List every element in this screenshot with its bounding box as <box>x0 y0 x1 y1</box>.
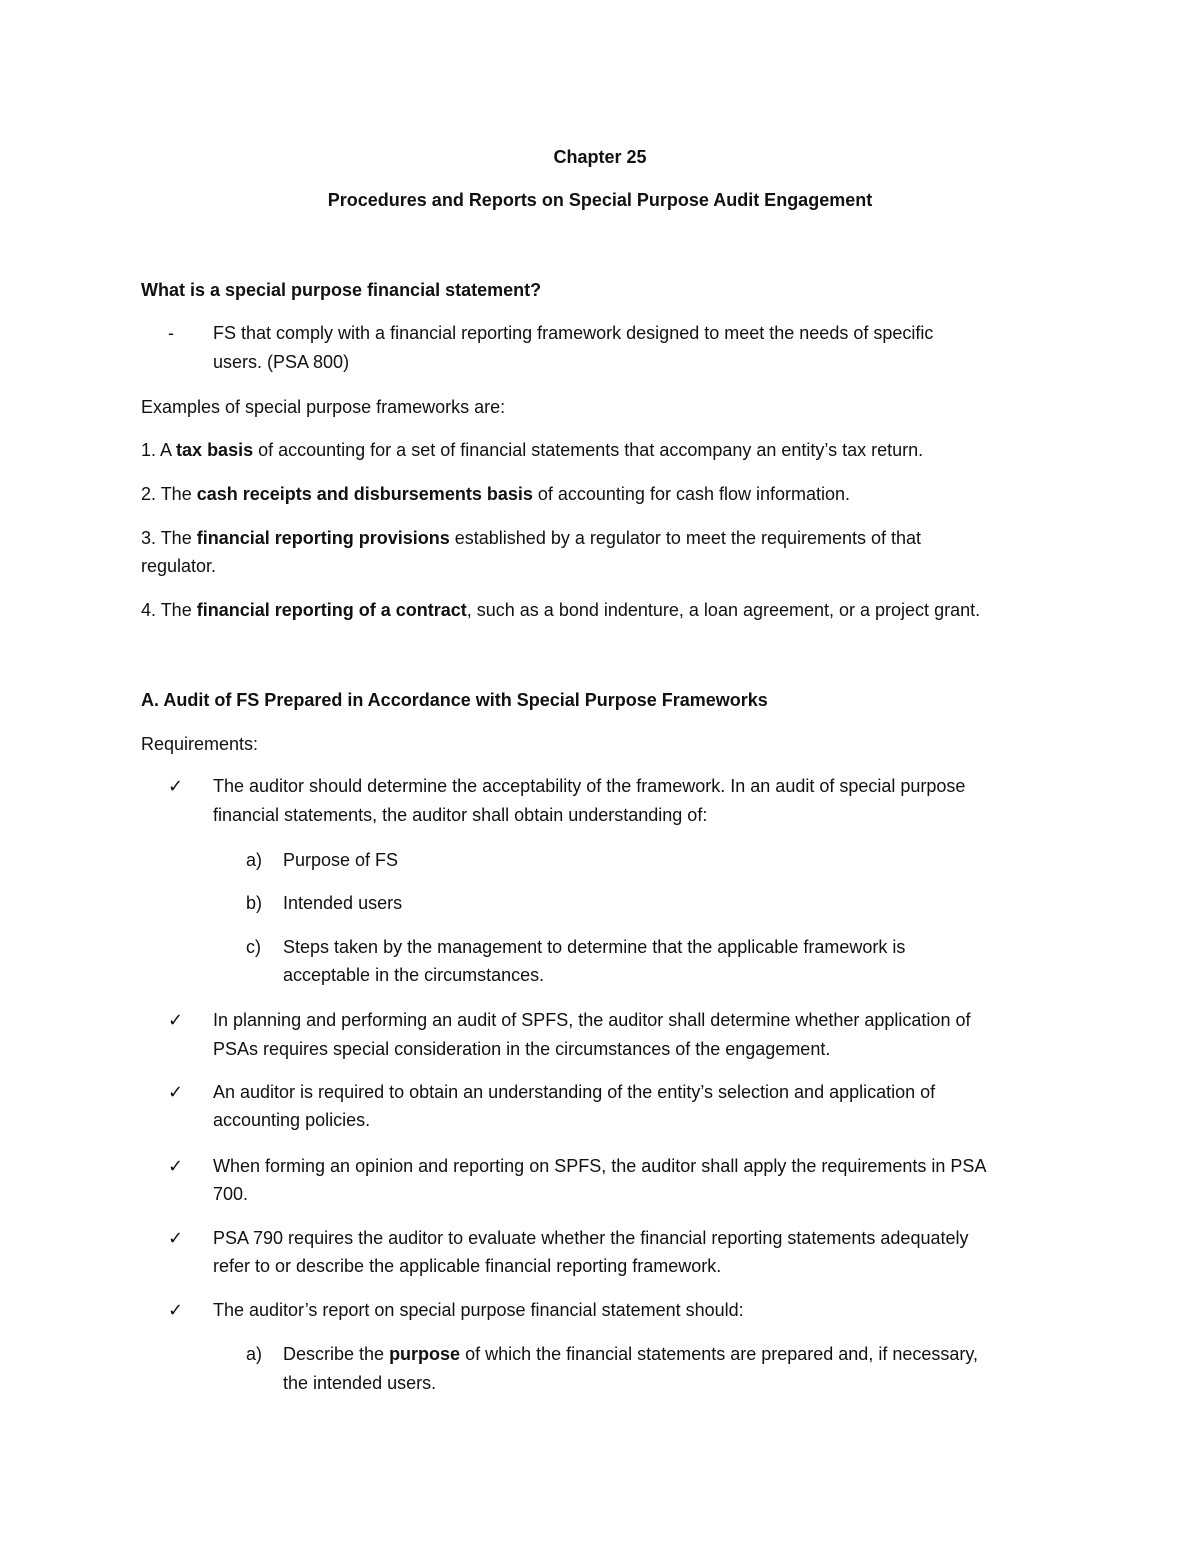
understanding-item-a-marker: a) <box>246 850 263 870</box>
chapter-number: Chapter 25 <box>553 147 647 167</box>
dash-bullet: - <box>168 323 174 343</box>
definition-line-1: FS that comply with a financial reporting framework designed to meet the needs of specific <box>213 323 934 343</box>
requirement-1-line-1: The auditor should determine the acceptability of the framework. In an audit of special purpose <box>213 776 966 796</box>
requirement-3-line-1: An auditor is required to obtain an understanding of the entity’s selection and application of <box>213 1082 936 1102</box>
checkmark-icon: ✓ <box>168 1156 184 1176</box>
report-item-a-marker: a) <box>246 1344 263 1364</box>
report-item-a-continued: the intended users. <box>283 1373 437 1393</box>
requirement-4-line-2: 700. <box>213 1184 249 1204</box>
examples-heading: Examples of special purpose frameworks are: <box>141 397 506 417</box>
requirement-5-line-1: PSA 790 requires the auditor to evaluate whether the financial reporting statements adequately <box>213 1228 969 1248</box>
definition-line-2: users. (PSA 800) <box>213 352 350 372</box>
section-a-heading: A. Audit of FS Prepared in Accordance with Special Purpose Frameworks <box>141 690 768 710</box>
example-item-3: 3. The financial reporting provisions established by a regulator to meet the requirements of that <box>141 528 922 548</box>
question-heading: What is a special purpose financial statement? <box>141 280 542 300</box>
checkmark-icon: ✓ <box>168 1082 184 1102</box>
report-item-a: Describe the purpose of which the financial statements are prepared and, if necessary, <box>283 1344 979 1364</box>
example-item-3-continued: regulator. <box>141 556 217 576</box>
example-item-2: 2. The cash receipts and disbursements basis of accounting for cash flow information. <box>141 484 851 504</box>
example-item-1: 1. A tax basis of accounting for a set of financial statements that accompany an entity’s tax return. <box>141 440 924 460</box>
requirements-label: Requirements: <box>141 734 259 754</box>
understanding-item-a: Purpose of FS <box>283 850 399 870</box>
requirement-6-line-1: The auditor’s report on special purpose financial statement should: <box>213 1300 744 1320</box>
checkmark-icon: ✓ <box>168 1010 184 1030</box>
requirement-5-line-2: refer to or describe the applicable financial reporting framework. <box>213 1256 722 1276</box>
checkmark-icon: ✓ <box>168 776 184 796</box>
understanding-item-c-marker: c) <box>246 937 261 957</box>
checkmark-icon: ✓ <box>168 1228 184 1248</box>
requirement-2-line-1: In planning and performing an audit of SPFS, the auditor shall determine whether application of <box>213 1010 971 1030</box>
requirement-2-line-2: PSAs requires special consideration in the circumstances of the engagement. <box>213 1039 831 1059</box>
requirement-1-line-2: financial statements, the auditor shall obtain understanding of: <box>213 805 708 825</box>
understanding-item-c-continued: acceptable in the circumstances. <box>283 965 545 985</box>
requirement-4-line-1: When forming an opinion and reporting on SPFS, the auditor shall apply the requirements in PSA <box>213 1156 987 1176</box>
requirement-3-line-2: accounting policies. <box>213 1110 371 1130</box>
understanding-item-b: Intended users <box>283 893 403 913</box>
checkmark-icon: ✓ <box>168 1300 184 1320</box>
understanding-item-b-marker: b) <box>246 893 263 913</box>
example-item-4: 4. The financial reporting of a contract, such as a bond indenture, a loan agreement, or a project grant. <box>141 600 981 620</box>
understanding-item-c: Steps taken by the management to determine that the applicable framework is <box>283 937 906 957</box>
chapter-title: Procedures and Reports on Special Purpose Audit Engagement <box>327 190 873 210</box>
